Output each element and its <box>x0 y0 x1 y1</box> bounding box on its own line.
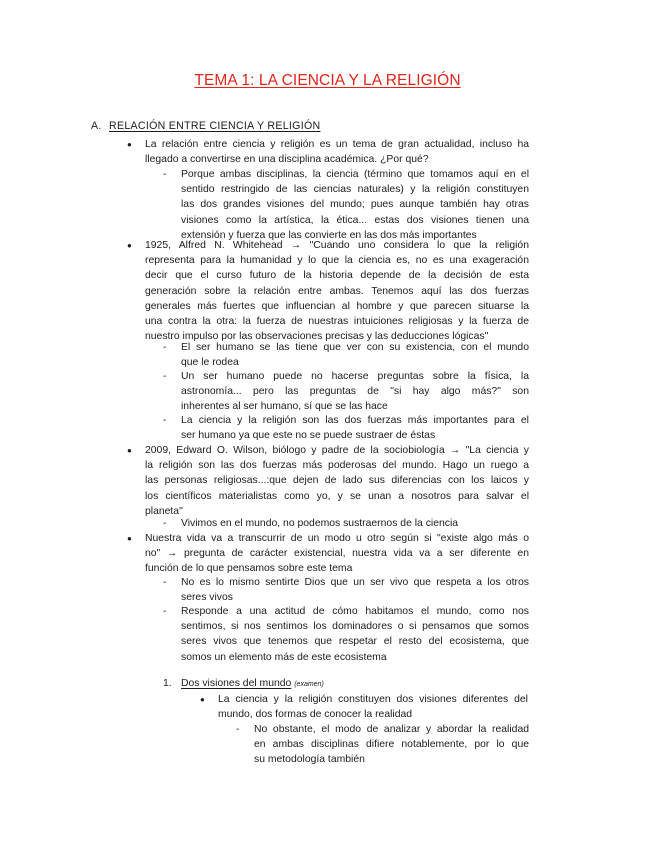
dash-marker: - <box>163 606 167 617</box>
bullet-marker: ● <box>127 140 132 149</box>
bullet-marker: ● <box>127 241 132 250</box>
sub-point: - El ser humano se las tiene que ver con su existencia, con el mundo que le rodea <box>163 342 529 369</box>
bullet-point: ● 2009, Edward O. Wilson, biólogo y padre de la sociobiología → "La ciencia y la religión son las dos fuerzas más poderosas del mundo. Hago un ruego a las personas religiosas...:que dejen de lado sus diferencias con los laicos y los científicos materialistas como yo, y se unan a nosotros para salvar el planeta" <box>127 445 529 517</box>
section-heading <box>91 120 320 132</box>
sub-point: - No es lo mismo sentirte Dios que un ser vivo que respeta a los otros seres vivos <box>163 577 529 604</box>
exam-note: (examen) <box>294 681 324 688</box>
section-label: RELACIÓN ENTRE CIENCIA Y RELIGIÓN <box>109 120 321 132</box>
sub-point: - Porque ambas disciplinas, la ciencia (término que tomamos aquí en el sentido restringido de las ciencias naturales) y la religión constituyen las dos grandes visiones del mundo; pues aunque también hay otras visiones como la artística, la ética... estas dos visiones tienen una extensión y fuerza que las convierte en las dos más importantes <box>163 169 529 241</box>
bullet-marker: ● <box>200 695 205 704</box>
bullet-point: ● La ciencia y la religión constituyen dos visiones diferentes del mundo, dos formas de conocer la realidad <box>200 694 528 721</box>
bullet-point: ● Nuestra vida va a transcurrir de un modo u otro según si "existe algo más o no" → pregunta de carácter existencial, nuestra vida va a ser diferente en función de lo que pensamos sobre este tema <box>127 533 529 575</box>
dash-marker: - <box>163 415 167 426</box>
bullet-marker: ● <box>127 446 132 455</box>
subsection-heading <box>163 678 324 689</box>
dash-marker: - <box>163 371 167 382</box>
sub-point: - La ciencia y la religión son las dos fuerzas más importantes para el ser humano ya que este no se puede sustraer de éstas <box>163 415 529 442</box>
sub-point: - No obstante, el modo de analizar y abordar la realidad en ambas disciplinas difiere notablemente, por lo que su metodología también <box>236 724 529 766</box>
bullet-marker: ● <box>127 534 132 543</box>
sub-point: - Responde a una actitud de cómo habitamos el mundo, como nos sentimos, si nos sentimos los dominadores o si pensamos que somos seres vivos que tenemos que respetar el resto del ecosistema, que somos un elemento más de este ecosistema <box>163 606 529 663</box>
sub-point: - Un ser humano puede no hacerse preguntas sobre la física, la astronomía... pero las preguntas de "si hay algo más?" son inherentes al ser humano, sí que se las hace <box>163 371 529 413</box>
section-letter: A. <box>91 120 102 132</box>
dash-marker: - <box>236 724 240 735</box>
dash-marker: - <box>163 577 167 588</box>
bullet-point: ● 1925, Alfred N. Whitehead → "Cuando uno considera lo que la religión representa para la humanidad y lo que la ciencia es, no es una exageración decir que el curso futuro de la historia depende de la decisión de esta generación sobre la relación entre ambas. Tenemos aquí las dos fuerzas generales más fuertes que influencian al hombre y que parecen situarse la una contra la otra: la fuerza de nuestras intuiciones religiosas y la fuerza de nuestro impulso por las observaciones precisas y las deducciones lógicas" <box>127 240 529 343</box>
subsection-number: 1. <box>163 678 172 689</box>
dash-marker: - <box>163 169 167 180</box>
bullet-point: ● La relación entre ciencia y religión es un tema de gran actualidad, incluso ha llegado a convertirse en una disciplina académica. ¿Por qué? <box>127 139 529 166</box>
dash-marker: - <box>163 518 167 529</box>
subsection-label: Dos visiones del mundo <box>181 678 292 689</box>
dash-marker: - <box>163 342 167 353</box>
page-title: TEMA 1: LA CIENCIA Y LA RELIGIÓN <box>194 72 461 89</box>
sub-point: - Vivimos en el mundo, no podemos sustraernos de la ciencia <box>181 516 529 531</box>
